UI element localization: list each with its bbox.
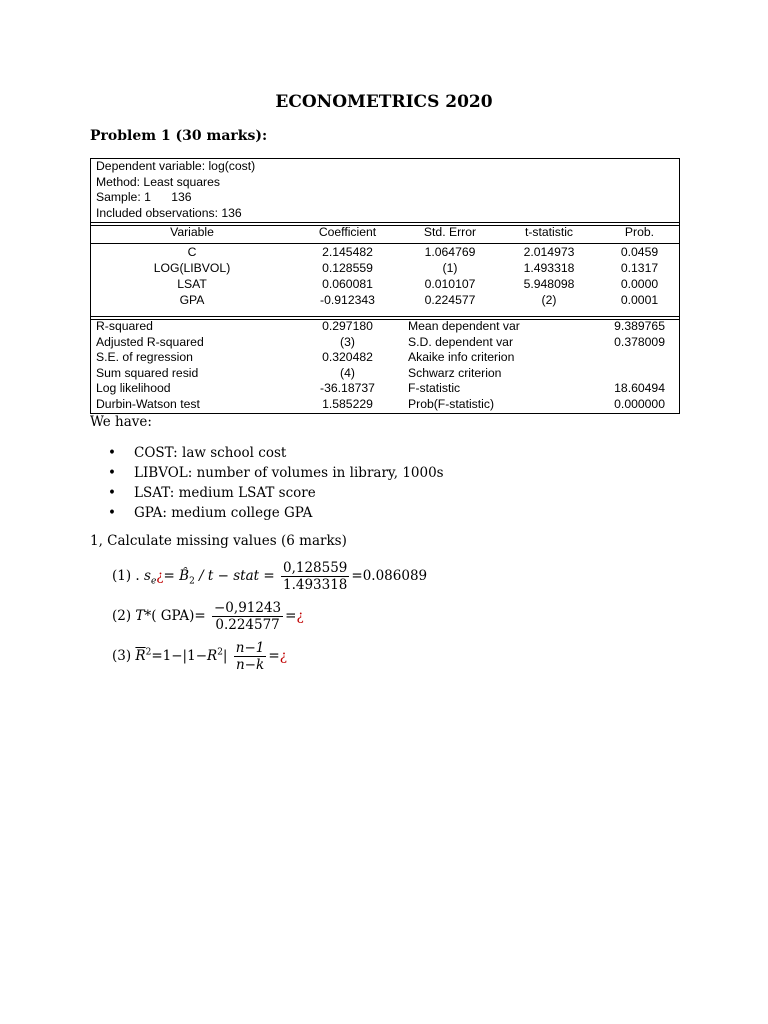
stat-label: R-squared [96, 319, 153, 333]
equation-3-r-sup: 2 [145, 647, 152, 658]
equation-3-prefix: (3) [112, 648, 132, 664]
equation-1-numerator: 0,128559 [282, 560, 348, 576]
stat-label: Adjusted R-squared [96, 334, 204, 349]
equation-3-numerator: n−1 [235, 640, 265, 656]
row-gpa-coefficient: -0.912343 [320, 293, 375, 307]
equation-1-result: =0.086089 [351, 568, 428, 584]
stat-value: 9.389765 [614, 319, 665, 333]
header-std-error: Std. Error [423, 225, 477, 239]
equation-2-prefix: (2) [112, 608, 132, 624]
equation-2 [112, 600, 304, 633]
equation-2-numerator: −0,91243 [214, 600, 282, 616]
stat-label: Akaike info criterion [408, 350, 515, 365]
stat-label: Durbin-Watson test [96, 397, 200, 411]
equation-1 [112, 560, 427, 593]
equation-1-inv: ¿ [156, 568, 164, 584]
list-item [108, 463, 444, 483]
row-lsat-t-statistic: 5.948098 [523, 277, 575, 291]
row-lsat-std-error: 0.010107 [424, 277, 476, 291]
row-gpa-variable: GPA [179, 293, 205, 307]
stat-label: Log likelihood [96, 381, 171, 396]
header-variable: Variable [170, 225, 214, 239]
equation-1-s-sub: e [150, 576, 157, 587]
equation-3 [112, 640, 287, 673]
meta-method: Method: Least squares [96, 174, 220, 189]
list-item-text: LSAT: medium LSAT score [134, 485, 316, 501]
row-loglibvol-t-statistic: 1.493318 [523, 261, 575, 275]
regression-meta [96, 159, 255, 221]
equation-3-fraction [234, 640, 267, 673]
stat-value: 0.320482 [322, 350, 373, 365]
bullet-icon: • [108, 505, 116, 521]
equation-3-bar2: | [222, 648, 228, 664]
row-c-prob: 0.0459 [620, 245, 659, 259]
equation-1-fraction [281, 560, 349, 593]
regression-output-table [90, 158, 680, 414]
meta-sample: Sample: 1 136 [96, 190, 192, 205]
variable-definitions-list [108, 443, 444, 523]
row-c-std-error: 1.064769 [424, 245, 476, 259]
row-loglibvol-variable: LOG(LIBVOL) [153, 261, 231, 275]
equation-2-fraction [212, 600, 283, 633]
row-lsat-variable: LSAT [177, 277, 207, 291]
stat-value: (4) [340, 365, 355, 380]
equation-3-r-bar: $\overline{R}$ [135, 648, 146, 664]
table-divider [91, 243, 679, 244]
row-c-coefficient: 2.145482 [322, 245, 373, 259]
equation-3-inv: ¿ [279, 648, 287, 664]
stat-label: Sum squared resid [96, 365, 199, 380]
equation-2-t: T [135, 608, 145, 624]
row-loglibvol-prob: 0.1317 [620, 261, 659, 275]
row-loglibvol-std-error: (1) [442, 261, 458, 275]
stat-value: 1.585229 [322, 397, 373, 411]
equation-3-eq-sign: = [268, 648, 280, 664]
bullet-icon: • [108, 485, 116, 501]
list-item [108, 483, 444, 503]
list-item [108, 503, 444, 523]
header-t-statistic: t-statistic [524, 225, 574, 239]
row-gpa-t-statistic: (2) [541, 293, 557, 307]
stat-label: S.D. dependent var [408, 334, 514, 349]
row-lsat-prob: 0.0000 [620, 277, 659, 291]
equation-1-mid: / t − stat = [199, 568, 275, 584]
equation-1-eq-sign: = [163, 568, 175, 584]
equation-3-r2: R [207, 648, 218, 664]
bullet-icon: • [108, 465, 116, 481]
stat-label: F-statistic [408, 381, 461, 396]
meta-dependent-variable: Dependent variable: log(cost) [96, 159, 256, 173]
stat-label: S.E. of regression [96, 350, 193, 365]
row-loglibvol-coefficient: 0.128559 [322, 261, 373, 275]
stat-value: 0.000000 [614, 397, 665, 411]
list-item-text: COST: law school cost [134, 445, 287, 461]
we-have-label: We have: [90, 414, 152, 430]
document-title: ECONOMETRICS 2020 [275, 92, 493, 112]
equation-2-inv: ¿ [296, 608, 304, 624]
stat-value: 0.297180 [322, 319, 373, 333]
header-prob: Prob. [624, 225, 655, 239]
stat-label: Schwarz criterion [408, 365, 502, 380]
row-lsat-coefficient: 0.060081 [322, 277, 373, 291]
stat-label: Mean dependent var [408, 319, 520, 333]
question-1-heading: 1, Calculate missing values (6 marks) [90, 533, 347, 549]
equation-1-beta: B̂ [179, 568, 190, 584]
stat-label: Prob(F-statistic) [408, 397, 494, 411]
list-item-text: GPA: medium college GPA [134, 505, 313, 521]
equation-1-s: s [144, 568, 151, 584]
equation-2-rest: *( GPA)= [144, 608, 206, 624]
bullet-icon: • [108, 445, 116, 461]
equation-2-eq-sign: = [285, 608, 297, 624]
row-c-t-statistic: 2.014973 [523, 245, 575, 259]
equation-2-denominator: 0.224577 [215, 617, 280, 633]
stat-value: (3) [340, 334, 355, 349]
list-item-text: LIBVOL: number of volumes in library, 1000s [134, 465, 444, 481]
stat-value: 18.60494 [614, 381, 665, 396]
row-gpa-std-error: 0.224577 [424, 293, 476, 307]
meta-observations: Included observations: 136 [96, 205, 242, 220]
equation-1-beta-sub: 2 [189, 576, 195, 587]
header-coefficient: Coefficient [318, 225, 377, 239]
row-gpa-prob: 0.0001 [620, 293, 659, 307]
equation-1-prefix: (1) . [112, 568, 140, 584]
equation-3-denominator: n−k [235, 657, 265, 673]
problem-heading: Problem 1 (30 marks): [90, 128, 268, 144]
equation-3-bar1: | [182, 648, 188, 664]
stat-value: 0.378009 [614, 334, 665, 349]
equation-3-one-minus: 1− [187, 648, 208, 664]
equation-3-mid1: =1− [151, 648, 183, 664]
equation-1-denominator: 1.493318 [282, 577, 348, 593]
stat-value: -36.18737 [320, 381, 375, 396]
row-c-variable: C [187, 245, 197, 259]
list-item [108, 443, 444, 463]
equation-3-r2-sup: 2 [217, 647, 223, 658]
